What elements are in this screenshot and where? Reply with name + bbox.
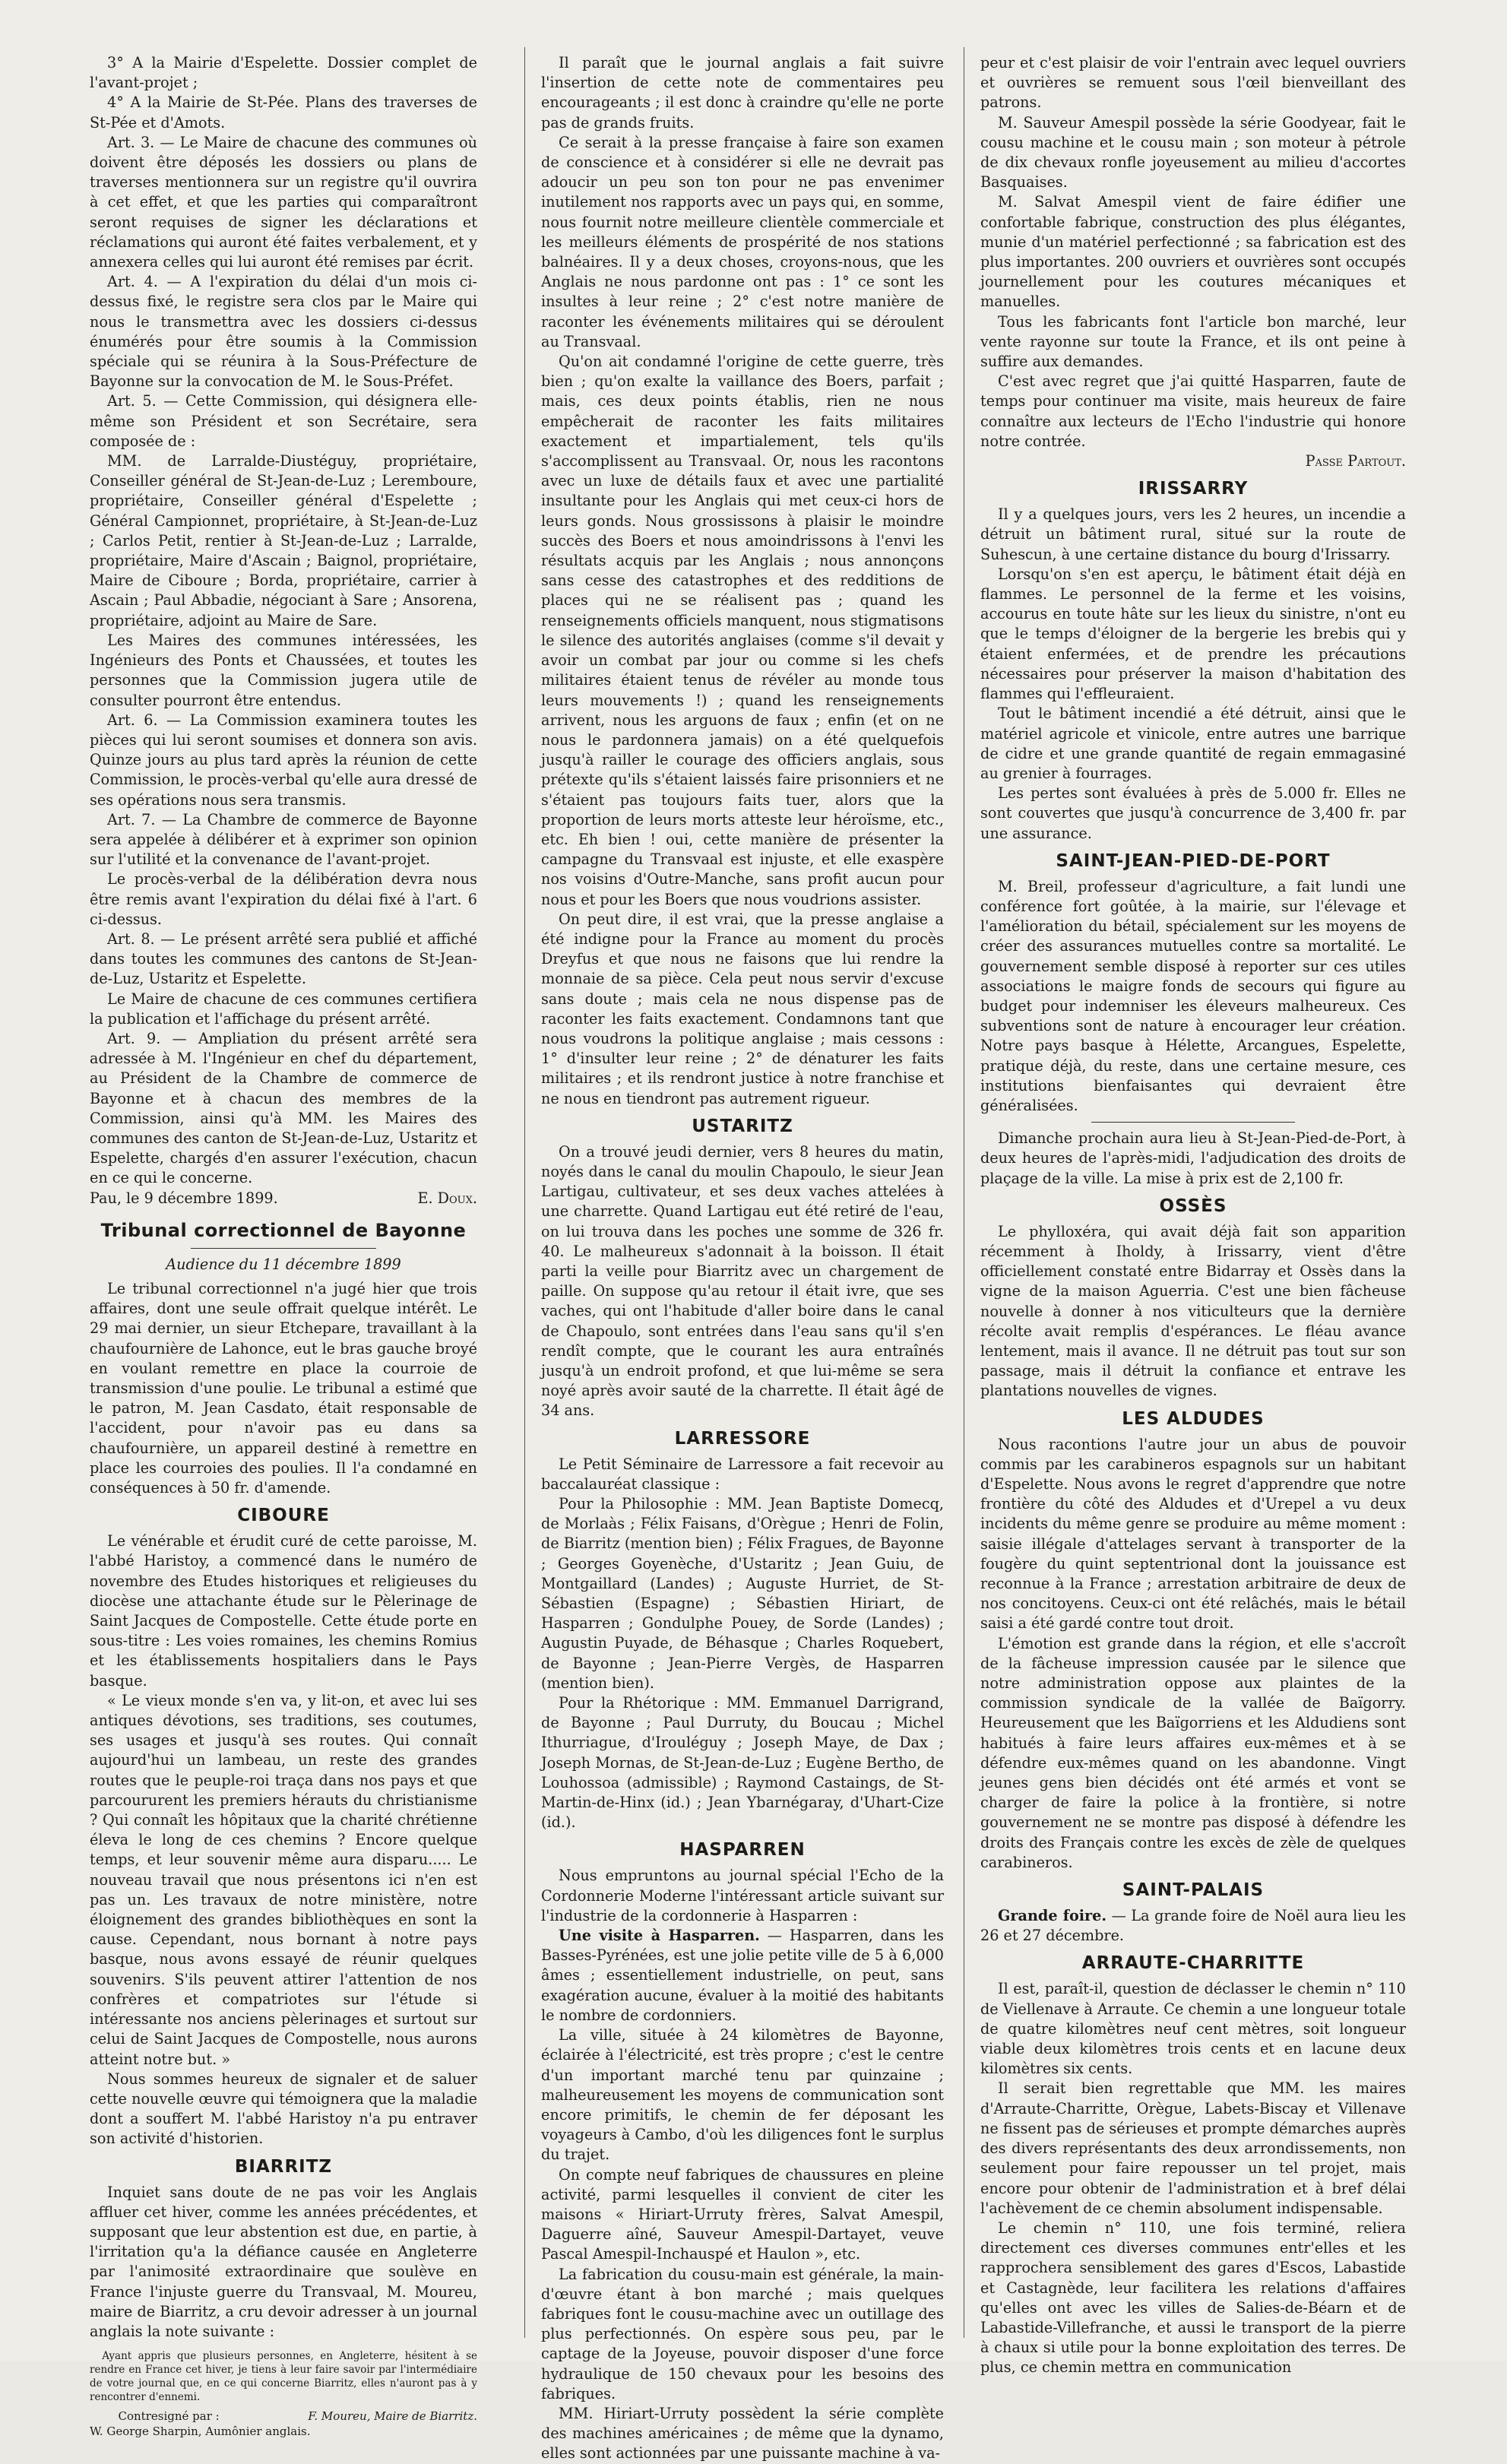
- irissarry-paragraph: Lorsqu'on s'en est aperçu, le bâtiment était déjà en flammes. Le personnel de la ferme et les voisins, accourus en toute hâte sur les lieux du sinistre, n'ont eu que le temps d'éloigner de la bergerie les brebis qui y étaient enfermées, et de prendre les précautions nécessaires pour préserver la maison d'habitation des flammes qui l'effleuraient.: [980, 565, 1406, 703]
- osses-text: Le phylloxéra, qui avait déjà fait son apparition récemment à Iholdy, à Irissarry, vient d'être officiellement constaté entre Bidarray et Ossès dans la vigne de la maison Aguerria. C'est une bien fâcheuse nouvelle à donner à nos viticulteurs que la dernière récolte avait remplis d'espérances. Le fléau avance lentement, mais il avance. Il ne détruit pas tout sur son passage, mais il détruit la confiance et entrave les plantations nouvelles de vignes.: [980, 1222, 1406, 1400]
- hasparren-signature: [980, 451, 1406, 471]
- decree-paragraph: Art. 4. — A l'expiration du délai d'un mois ci-dessus fixé, le registre sera clos par le Maire qui nous le transmettra avec les dossiers ci-dessus énumérés pour être soumis à la Commission spéciale qui se réunira à la Sous-Préfecture de Bayonne sur la convocation de M. le Sous-Préfet.: [90, 273, 477, 391]
- column-1: [90, 53, 477, 2439]
- hasparren-continued: Tous les fabricants font l'article bon marché, leur vente rayonne sur toute la France, et ils ont peine à suffire aux demandes.: [980, 312, 1406, 371]
- decree-paragraph: MM. de Larralde-Diustéguy, propriétaire, Conseiller général de St-Jean-de-Luz ; Leremboure, propriétaire, Conseiller général d'Espelette ; Général Campionnet, propriétaire, à St-Jean-de-Luz ; Carlos Petit, rentier à St-Jean-de-Luz ; Larralde, propriétaire, Maire d'Ascain ; Baignol, propriétaire, Maire de Ciboure ; Borda, propriétaire, carrier à Ascain ; Paul Abbadie, négociant à Sare ; Ansorena, propriétaire, adjoint au Maire de Sare.: [90, 452, 477, 629]
- signoff-name: E. Doux.: [417, 1189, 477, 1207]
- hasparren-paragraph: MM. Hiriart-Urruty possèdent la série complète des machines américaines ; de même que la dynamo, elles sont actionnées par une puissante machine à va-: [541, 2404, 944, 2462]
- note-signatures: [90, 2409, 477, 2439]
- tribunal-text: Le tribunal correctionnel n'a jugé hier que trois affaires, dont une seule offrait quelque intérêt. Le 29 mai dernier, un sieur Etchepare, travaillant à la chaufournière de Lahonce, eut le bras gauche broyé en voulant remettre en place la courroie de transmission d'une poulie. Le tribunal a estimé que le patron, M. Jean Casdato, était responsable de l'accident, pour n'avoir pas eu dans sa chaufournière, un appareil destiné à remettre en place les courroies des poulies. Il l'a condamné en conséquences à 50 fr. d'amende.: [90, 1279, 477, 1497]
- decree-paragraph: Art. 9. — Ampliation du présent arrêté sera adressée à M. l'Ingénieur en chef du département, au Président de la Chambre de commerce de Bayonne et à chacun des membres de la Commission, ainsi qu'à MM. les Maires des communes des canton de St-Jean-de-Luz, Ustaritz et Espelette, chargés d'en assurer l'exécution, chacun en ce qui le concerne.: [90, 1029, 477, 1187]
- heading-larressore: LARRESSORE: [674, 1428, 811, 1449]
- tribunal-date: Audience du 11 décembre 1899: [166, 1255, 401, 1273]
- countersign-label: Contresigné par :: [118, 2409, 220, 2424]
- hasparren-paragraph: La fabrication du cousu-main est générale, la main-d'œuvre étant à bon marché ; mais quelques fabriques font le cousu-machine avec un outillage des plus perfectionnés. On espère sous peu, par le captage de la Joyeuse, pouvoir disposer d'une force hydraulique de 150 chevaux pour les besoins des fabriques.: [541, 2265, 944, 2402]
- decree-paragraph: 4° A la Mairie de St-Pée. Plans des traverses de St-Pée et d'Amots.: [90, 93, 477, 131]
- aldudes-paragraph: L'émotion est grande dans la région, et elle s'accroît de la fâcheuse impression causée par le silence que notre administration oppose aux plaintes de la commission syndicale de la vallée de Baïgorry. Heureusement que les Baïgorriens et les Aldudiens sont habitués à faire leurs affaires eux-mêmes et à se défendre eux-mêmes quand on les abandonne. Vingt jeunes gens bien décidés ont été armés et vont se charger de faire la police à la frontière, si notre gouvernement ne se montre pas disposé à défendre les droits des Français contre les excès de zèle de quelques carabineros.: [980, 1634, 1406, 1871]
- section-divider: [1091, 1122, 1296, 1123]
- decree-paragraph: Art. 3. — Le Maire de chacune des communes où doivent être déposés les dossiers ou plans de traverses mentionnera sur un registre qu'il ouvrira à cet effet, et que les parties qui comparaîtront seront requises de signer les déclarations et réclamations qui auront été faites verbalement, et y annexera celles qui lui auront été remises par écrit.: [90, 133, 477, 271]
- hasparren-lead: Une visite à Hasparren.: [559, 1927, 760, 1945]
- hasparren-paragraph: On compte neuf fabriques de chaussures en pleine activité, parmi lesquelles il convient de citer les maisons « Hiriart-Urruty frères, Salvat Amespil, Daguerre aîné, Sauveur Amespil-Dartayet, veuve Pascal Amespil-Inchauspé et Haulon », etc.: [541, 2165, 944, 2263]
- heading-tribunal: Tribunal correctionnel de Bayonne: [100, 1219, 467, 1241]
- arraute-paragraph: Il serait bien regrettable que MM. les maires d'Arraute-Charritte, Orègue, Labets-Biscay et Villenave ne fissent pas de sérieuses et prompte démarches auprès des divers représentants des deux arrondissements, non seulement pour faire repousser un tel projet, mais encore pour obtenir de l'administration et à bref délai l'achèvement de ce chemin absolument indispensable.: [980, 2079, 1406, 2217]
- decree-paragraph: Art. 6. — La Commission examinera toutes les pièces qui lui seront soumises et donnera son avis. Quinze jours au plus tard après la réunion de cette Commission, le procès-verbal qu'elle aura dressé de ses opérations nous sera transmis.: [90, 711, 477, 809]
- heading-irissarry: IRISSARRY: [1138, 479, 1249, 499]
- sjpp-paragraph: Dimanche prochain aura lieu à St-Jean-Pied-de-Port, à deux heures de l'après-midi, l'adjudication des droits de plaçage de la ville. La mise à prix est de 2,100 fr.: [980, 1129, 1406, 1187]
- decree-signoff: [90, 1189, 477, 1208]
- column-rule-left: [524, 47, 525, 2338]
- heading-saint-palais: SAINT-PALAIS: [1122, 1880, 1265, 1901]
- biarritz-note: [90, 2349, 477, 2404]
- countersign-name: W. George Sharpin, Aumônier anglais.: [90, 2424, 311, 2439]
- ciboure-paragraph: Nous sommes heureux de signaler et de saluer cette nouvelle œuvre qui témoignera que la maladie dont a souffert M. l'abbé Haristoy n'a pu entraver son activité d'historien.: [90, 2070, 477, 2148]
- biarritz-paragraph: On peut dire, il est vrai, que la presse anglaise a été indigne pour la France au moment du procès Dreyfus et que nous ne faisons que lui rendre la monnaie de sa pièce. Cela peut nous servir d'excuse sans doute ; mais cela ne nous dispense pas de raconter les faits exactement. Condamnons tant que nous voudrons la politique anglaise ; mais cessons : 1° d'insulter leur reine ; 2° de dénaturer les faits militaires ; et ils rendront justice à notre franchise et ne nous en tiendront pas autrement rigueur.: [541, 910, 944, 1107]
- stpalais-lead: Grande foire.: [998, 1907, 1107, 1925]
- irissarry-paragraph: Tout le bâtiment incendié a été détruit, ainsi que le matériel agricole et vinicole, entre autres une barrique de cidre et une grande quantité de regain emmagasiné au grenier à fourrages.: [980, 705, 1406, 782]
- decree-paragraph: Art. 7. — La Chambre de commerce de Bayonne sera appelée à délibérer et à exprimer son opinion sur l'utilité et la convenance de l'avant-projet.: [90, 810, 477, 869]
- hasparren-intro: Nous empruntons au journal spécial l'Echo de la Cordonnerie Moderne l'intéressant article suivant sur l'industrie de la cordonnerie à Hasparren :: [541, 1867, 944, 1924]
- note-signature: F. Moureu, Maire de Biarritz.: [308, 2409, 477, 2424]
- biarritz-text: Inquiet sans doute de ne pas voir les Anglais affluer cet hiver, comme les années précédentes, et supposant que leur abstention est due, en partie, à l'irritation qu'a la défiance causée en Angleterre par l'animosité extraordinaire que soulève en France l'injuste guerre du Transvaal, M. Moureu, maire de Biarritz, a cru devoir adresser à un journal anglais la note suivante :: [90, 2183, 477, 2340]
- stpalais-paragraph: [980, 1906, 1406, 1946]
- larressore-paragraph: Le Petit Séminaire de Larressore a fait recevoir au baccalauréat classique :: [541, 1455, 944, 1493]
- heading-biarritz: BIARRITZ: [234, 2156, 333, 2177]
- ciboure-paragraph: « Le vieux monde s'en va, y lit-on, et avec lui ses antiques dévotions, ses traditions, ses coutumes, ses usages et jusqu'à ses routes. Qui connaît aujourd'hui un lambeau, un reste des grandes routes que le peuple-roi traça dans nos pays et que parcoururent les premiers hérauts du christianisme ? Qui connaît les hôpitaux que la charité chrétienne éleva le long de ces chemins ? Encore quelque temps, et leur souvenir même aura disparu..... Le nouveau travail que nous présentons ici n'en est pas un. Les travaux de notre ministère, notre éloignement des grandes bibliothèques en sont la cause. Cependant, nous bornant à notre pays basque, nous avons essayé de réunir quelques souvenirs. S'ils peuvent attirer l'attention de nos confrères et compatriotes sur l'étude si intéressante nos anciens pèlerinages et surtout sur celui de Saint Jacques de Compostelle, nous aurons atteint notre but. »: [90, 1691, 477, 2068]
- note-text: Ayant appris que plusieurs personnes, en Angleterre, hésitent à se rendre en France cet hiver, je tiens à leur faire savoir par l'intermédiaire de votre journal que, en ce qui concerne Biarritz, elles n'auront pas à y rencontrer d'ennemi.: [90, 2350, 477, 2404]
- larressore-paragraph: Pour la Philosophie : MM. Jean Baptiste Domecq, de Morlaàs ; Félix Faisans, d'Orègue ; Henri de Folin, de Biarritz (mention bien) ; Félix Fragues, de Bayonne ; Georges Goyenèche, d'Ustaritz ; Jean Guiu, de Montgaillard (Landes) ; Auguste Hurriet, de St-Sébastien (Espagne) ; Sébastien Hiriart, de Hasparren ; Gondulphe Pouey, de Sorde (Landes) ; Augustin Puyade, de Béhasque ; Charles Roquebert, de Bayonne ; Jean-Pierre Vergès, de Hasparren (mention bien).: [541, 1495, 944, 1692]
- column-2: [541, 53, 944, 2462]
- arraute-paragraph: Le chemin n° 110, une fois terminé, reliera directement ces diverses communes entr'elles et les rapprochera sensiblement des gares d'Escos, Labastide et Castagnède, leur facilitera les relations d'affaires qu'elles ont avec les villes de Salies-de-Béarn et de Labastide-Villefranche, et aussi le transport de la pierre à chaux si utile pour la bonne exploitation des terres. De plus, ce chemin mettra en communication: [980, 2219, 1406, 2377]
- ciboure-paragraph: Le vénérable et érudit curé de cette paroisse, M. l'abbé Haristoy, a commencé dans le numéro de novembre des Etudes historiques et religieuses du diocèse une attachante étude sur le Pèlerinage de Saint Jacques de Compostelle. Cette étude porte en sous-titre : Les voies romaines, les chemins Romius et les établissements hospitaliers dans le Pays basque.: [90, 1532, 477, 1690]
- sjpp-paragraph: M. Breil, professeur d'agriculture, a fait lundi une conférence fort goûtée, à la mairie, sur l'élevage et l'amélioration du bétail, spécialement sur les moyens de créer des assurances mutuelles contre sa mortalité. Le gouvernement semble disposé à reporter sur ces utiles associations le maigre fonds de secours qui figure au budget pour indemniser les éleveurs malheureux. Ces subventions sont de nature à encourager leur création. Notre pays basque à Hélette, Arcangues, Espelette, pratique déjà, du reste, dans une certaine mesure, ces institutions bienfaisantes qui devraient être généralisées.: [980, 877, 1406, 1114]
- arraute-paragraph: Il est, paraît-il, question de déclasser le chemin n° 110 de Viellenave à Arraute. Ce chemin a une longueur totale de quatre kilomètres neuf cent mètres, soit longueur viable deux kilomètres trois cents et en lacune deux kilomètres six cents.: [980, 1980, 1406, 2078]
- decree-paragraph: Le procès-verbal de la délibération devra nous être remis avant l'expiration du délai fixé à l'art. 6 ci-dessus.: [90, 870, 477, 928]
- hasparren-first-text: — Hasparren, dans les Basses-Pyrénées, est une jolie petite ville de 5 à 6,000 âmes ; essentiellement industrielle, on peut, sans exagération aucune, évaluer à la moitié des habitants le nombre de cordonniers.: [541, 1927, 944, 2024]
- irissarry-paragraph: Il y a quelques jours, vers les 2 heures, un incendie a détruit un bâtiment rural, situé sur la route de Suhescun, à une certaine distance du bourg d'Irissarry.: [980, 505, 1406, 563]
- column-3: [980, 53, 1406, 2377]
- hasparren-continued: M. Sauveur Amespil possède la série Goodyear, fait le cousu machine et le cousu main ; son moteur à pétrole de dix chevaux ronfle joyeusement au milieu d'accortes Basquaises.: [980, 113, 1406, 192]
- decree-paragraph: Art. 8. — Le présent arrêté sera publié et affiché dans toutes les communes des cantons de St-Jean-de-Luz, Ustaritz et Espelette.: [90, 930, 477, 988]
- decree-paragraph: Le Maire de chacune de ces communes certifiera la publication et l'affichage du présent arrêté.: [90, 990, 477, 1028]
- heading-ciboure: CIBOURE: [237, 1506, 330, 1526]
- heading-osses: OSSÈS: [1159, 1196, 1227, 1216]
- hasparren-signature-text: Passe Partout.: [1305, 452, 1406, 470]
- decree-paragraph: Art. 5. — Cette Commission, qui désignera elle-même son Président et son Secrétaire, sera composée de :: [90, 392, 477, 450]
- heading-ustaritz: USTARITZ: [692, 1116, 793, 1136]
- decree-paragraph: Les Maires des communes intéressées, les Ingénieurs des Ponts et Chaussées, et toutes les personnes que la Commission jugera utile de consulter pourront être entendus.: [90, 631, 477, 709]
- biarritz-paragraph: Ce serait à la presse française à faire son examen de conscience et à considérer si elle ne devrait pas adoucir un peu son ton pour ne pas envenimer inutilement nos rapports avec un pays qui, en somme, nous fournit notre meilleure clientèle commerciale et les meilleurs éléments de prospérité de nos stations balnéaires. Il y a deux choses, croyons-nous, que les Anglais ne nous pardonne ont pas : 1° ce sont les insultes à leur reine ; 2° c'est notre manière de raconter les événements militaires qui se déroulent au Transvaal.: [541, 133, 944, 350]
- heading-saint-jean-pied-de-port: SAINT-JEAN-PIED-DE-PORT: [1056, 850, 1331, 871]
- heading-les-aldudes: LES ALDUDES: [1122, 1408, 1265, 1429]
- signoff-place: Pau, le 9 décembre 1899.: [90, 1189, 278, 1207]
- stpalais-text: — La grande foire de Noël aura lieu les 26 et 27 décembre.: [980, 1907, 1406, 1945]
- hasparren-continued: peur et c'est plaisir de voir l'entrain avec lequel ouvriers et ouvrières se remuent sous l'œil bienveillant des patrons.: [980, 54, 1406, 112]
- ustaritz-text: On a trouvé jeudi dernier, vers 8 heures du matin, noyés dans le canal du moulin Chapoulo, le sieur Jean Lartigau, cultivateur, et ses deux vaches attelées à une charrette. Quand Lartigau eut été retiré de l'eau, on lui trouva dans les poches une somme de 326 fr. 40. Le malheureux s'adonnait à la boisson. Il était parti la veille pour Biarritz avec un chargement de paille. On suppose qu'au retour il était ivre, que ses vaches, qui ont l'habitude d'aller boire dans le canal de Chapoulo, sont entrées dans l'eau sans qu'il s'en rendît compte, que le courant les aura entraînés jusqu'à un endroit profond, et que lui-même se sera noyé après avoir sauté de la charrette. Il était âgé de 34 ans.: [541, 1142, 944, 1420]
- biarritz-paragraph: Il paraît que le journal anglais a fait suivre l'insertion de cette note de commentaires peu encourageants ; il est donc à craindre qu'elle ne porte pas de grands fruits.: [541, 54, 944, 131]
- irissarry-paragraph: Les pertes sont évaluées à près de 5.000 fr. Elles ne sont couvertes que jusqu'à concurrence de 3,400 fr. par une assurance.: [980, 784, 1406, 842]
- biarritz-paragraph: Qu'on ait condamné l'origine de cette guerre, très bien ; qu'on exalte la vaillance des Boers, parfait ; mais, ces deux points établis, rien ne nous empêcherait de raconter les faits militaires exactement et impartialement, tels qu'ils s'accomplissent au Transvaal. Or, nous les racontons avec un luxe de détails faux et avec une partialité insultante pour les Anglais qui met ceux-ci hors de leurs gonds. Nous grossissons à plaisir le moindre succès des Boers et nous amoindrissons à l'envi les résultats acquis par les Anglais ; nous annonçons sans cesse des catastrophes et des redditions de places qui ne se réalisent pas ; quand les renseignements officiels manquent, nous stigmatisons le silence des autorités anglaises (comme s'il devait y avoir un combat par jour ou comme si les chefs militaires étaient tenus de révéler au monde tous leurs mouvements !) ; quand les renseignements arrivent, nous les arguons de faux ; enfin (et on ne nous le pardonnera jamais) on a été quelquefois jusqu'à railler le courage des officiers anglais, sous prétexte qu'ils s'étaient laissés faire prisonniers et ne s'étaient pas toujours faits tuer, alors que la proportion de leurs morts atteste leur héroïsme, etc., etc. Eh bien ! oui, cette manière de présenter la campagne du Transvaal est injuste, et elle exaspère nos voisins d'Outre-Manche, sans profit aucun pour nous et pour les Boers que nous voudrions assister.: [541, 353, 944, 908]
- heading-hasparren: HASPARREN: [679, 1840, 806, 1861]
- hasparren-paragraph: La ville, située à 24 kilomètres de Bayonne, éclairée à l'électricité, est très propre ; c'est le centre d'un important marché tenu par quinzaine ; malheureusement les moyens de communication sont encore primitifs, le chemin de fer déposant les voyageurs à Cambo, d'où les diligences font le surplus du trajet.: [541, 2026, 944, 2164]
- hasparren-continued: M. Salvat Amespil vient de faire édifier une confortable fabrique, construction des plus élégantes, munie d'un matériel perfectionné ; sa fabrication est des plus importantes. 200 ouvriers et ouvrières sont occupés journellement pour les coutures mécaniques et manuelles.: [980, 193, 1406, 311]
- hasparren-continued: C'est avec regret que j'ai quitté Hasparren, faute de temps pour continuer ma visite, mais heureux de faire connaître aux lecteurs de l'Echo l'industrie qui honore notre contrée.: [980, 372, 1406, 450]
- aldudes-paragraph: Nous racontions l'autre jour un abus de pouvoir commis par les carabineros espagnols sur un habitant d'Espelette. Nous avons le regret d'apprendre que notre frontière du côté des Aldudes et d'Urepel a vu deux incidents du même genre se produire au même moment : saisie illégale d'attelages servant à transporter de la fougère du quint septentrional dont la jouissance est reconnue à la France ; arrestation arbitraire de deux de nos concitoyens. Ceux-ci ont été relâchés, mais le bétail saisi a été gardé contre tout droit.: [980, 1435, 1406, 1633]
- larressore-paragraph: Pour la Rhétorique : MM. Emmanuel Darrigrand, de Bayonne ; Paul Durruty, du Boucau ; Michel Ithurriague, d'Irouléguy ; Joseph Maye, de Dax ; Joseph Mornas, de St-Jean-de-Luz ; Eugène Bertho, de Louhossoa (admissible) ; Raymond Castaings, de St-Martin-de-Hinx (id.) ; Jean Ybarnégaray, d'Uhart-Cize (id.).: [541, 1694, 944, 1832]
- hasparren-first-paragraph: [541, 1926, 944, 2025]
- decree-paragraph: 3° A la Mairie d'Espelette. Dossier complet de l'avant-projet ;: [90, 54, 477, 92]
- section-divider: [191, 1248, 377, 1249]
- heading-arraute-charritte: ARRAUTE-CHARRITTE: [1081, 1953, 1305, 1974]
